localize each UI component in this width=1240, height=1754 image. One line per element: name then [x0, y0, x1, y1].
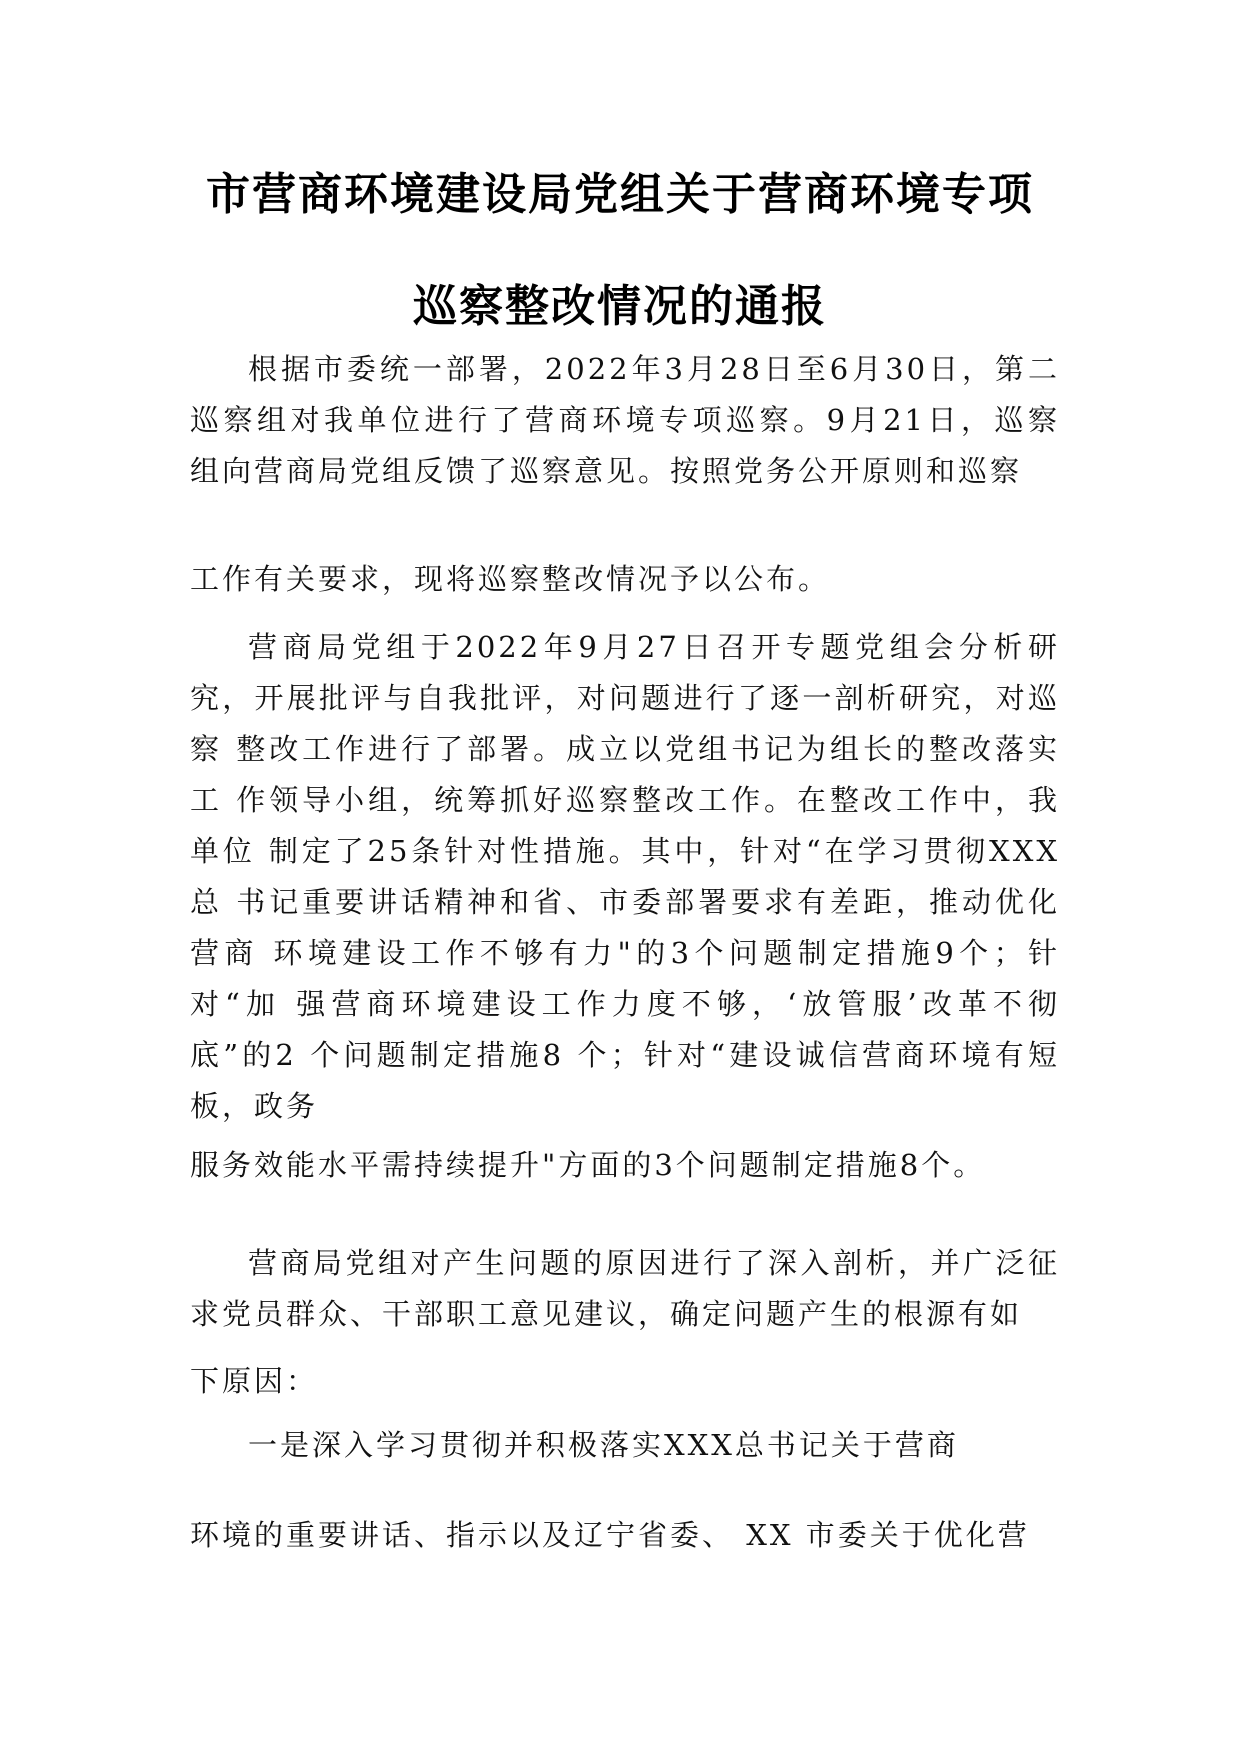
document-title-line-2: 巡察整改情况的通报 — [413, 281, 827, 332]
document-title-line-1: 市营商环境建设局党组关于营商环境专项 — [206, 169, 1034, 220]
paragraph-causes-continuation: 下原因： — [190, 1364, 319, 1398]
paragraph-point-one-continuation: 环境的重要讲话、指示以及辽宁省委、 XX 市委关于优化营 — [190, 1518, 1030, 1552]
paragraph-point-one: 一是深入学习贯彻并积极落实XXX总书记关于营商 — [248, 1428, 959, 1462]
paragraph-intro: 根据市委统一部署，2022年3月28日至6月30日，第二 巡察组对我单位进行了营商环境专项巡察。9月21日，巡察 组向营商局党组反馈了巡察意见。按照党务公开原则和巡察 — [190, 352, 1060, 488]
paragraph-rectification: 营商局党组于2022年9月27日召开专题党组会分析研 究，开展批评与自我批评，对问题进行了逐一剖析研究，对巡察 整改工作进行了部署。成立以党组书记为组长的整改落实工 作领导小组，统筹抓好巡察整改工作。在整改工作中，我单位 制定了25条针对性措施。其中，针对“在学习贯彻XXX总 书记重要讲话精神和省、市委部署要求有差距，推动优化营商 环境建设工作不够有力"的3个问题制定措施9个；针对“加 强营商环境建设工作力度不够，‘放管服’改革不彻底”的2 个问题制定措施8 个；针对“建设诚信营商环境有短板，政务 — [190, 630, 1060, 1123]
paragraph-rectification-continuation: 服务效能水平需持续提升"方面的3个问题制定措施8个。 — [190, 1148, 986, 1182]
paragraph-causes: 营商局党组对产生问题的原因进行了深入剖析，并广泛征求党员群众、干部职工意见建议，确定问题产生的根源有如 — [190, 1246, 1060, 1331]
paragraph-intro-continuation: 工作有关要求，现将巡察整改情况予以公布。 — [190, 562, 831, 596]
